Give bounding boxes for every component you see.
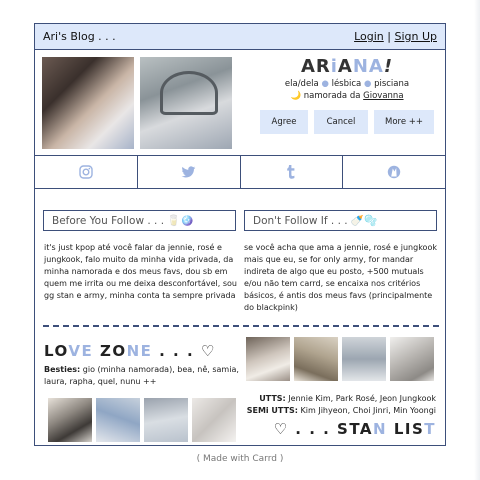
auth-separator: | xyxy=(383,30,395,43)
love-photo-3 xyxy=(144,398,188,442)
profile-info xyxy=(253,56,441,134)
profile-tags: ela/dela ● lésbica ● pisciana xyxy=(284,79,410,89)
before-follow-title: Before You Follow . . . 🥛🪩 xyxy=(43,210,236,231)
partner-link[interactable]: Giovanna xyxy=(363,91,404,101)
utts-list xyxy=(247,393,436,417)
social-twitter[interactable] xyxy=(138,156,241,188)
tumblr-icon xyxy=(286,165,296,179)
profile-photo-1 xyxy=(42,57,134,149)
stan-list-heading: ♡ . . . STAN LIST xyxy=(273,420,436,438)
made-with-carrd[interactable]: ( Made with Carrd ) xyxy=(196,454,284,464)
love-photo-4 xyxy=(192,398,236,442)
signup-link[interactable]: Sign Up xyxy=(394,30,437,43)
love-photo-2 xyxy=(96,398,140,442)
social-instagram[interactable] xyxy=(35,156,138,188)
curiouscat-icon xyxy=(387,165,401,179)
more-button[interactable]: More ++ xyxy=(374,110,434,134)
section-divider xyxy=(43,325,439,327)
blog-title: Ari's Blog . . . xyxy=(43,30,116,43)
agree-button[interactable]: Agree xyxy=(260,110,308,134)
top-bar xyxy=(35,24,445,50)
love-photo-1 xyxy=(48,398,92,442)
instagram-icon xyxy=(79,165,93,179)
social-links xyxy=(35,156,445,189)
profile-photo-2 xyxy=(140,57,232,149)
social-curiouscat[interactable] xyxy=(343,156,445,188)
profile-header xyxy=(35,50,445,156)
action-buttons xyxy=(253,110,441,134)
partner-line: 🌙 namorada da Giovanna xyxy=(290,91,404,101)
login-link[interactable]: Login xyxy=(354,30,384,43)
utts-line: UTTS: Jennie Kim, Park Rosé, Jeon Jungkook xyxy=(259,394,436,403)
twitter-icon xyxy=(181,166,196,179)
carrd-card xyxy=(34,23,446,446)
stan-photo-1 xyxy=(246,337,290,381)
page-edge-shadow xyxy=(474,0,480,480)
dont-follow-text: se você acha que ama a jennie, rosé e jungkook mais que eu, se for only army, for mandar indireta de algo que eu posto, +500 mutuals e/ou não tem carrd, se encaixa nos critérios básicos, é antis dos meus favs (principalmente do blackpink) xyxy=(244,243,437,312)
profile-name: ARiANA! xyxy=(300,56,394,77)
besties-text: Besties: gio (minha namorada), bea, nê, samia, laura, rapha, quel, nunu ++ xyxy=(44,365,239,386)
cancel-button[interactable]: Cancel xyxy=(314,110,368,134)
before-follow-text: it's just kpop até você falar da jennie, rosé e jungkook, falo muito da minha vida privada, da minha namorada e dos meus favs, dou sb em quem me irrita ou me deixa desconfortável, sou gg stan e army, minha conta ta sempre privada xyxy=(44,243,237,300)
love-zone-heading: LOVE ZONE . . . ♡ xyxy=(44,342,216,360)
dont-follow-title: Don't Follow If . . . 🍼🫧 xyxy=(244,210,437,231)
semi-utts-line: SEMi UTTS: Kim Jihyeon, Choi Jinri, Min Yoongi xyxy=(246,406,436,415)
auth-links xyxy=(354,30,437,43)
stan-photo-4 xyxy=(390,337,434,381)
stan-photo-2 xyxy=(294,337,338,381)
stan-photo-3 xyxy=(342,337,386,381)
social-tumblr[interactable] xyxy=(241,156,344,188)
